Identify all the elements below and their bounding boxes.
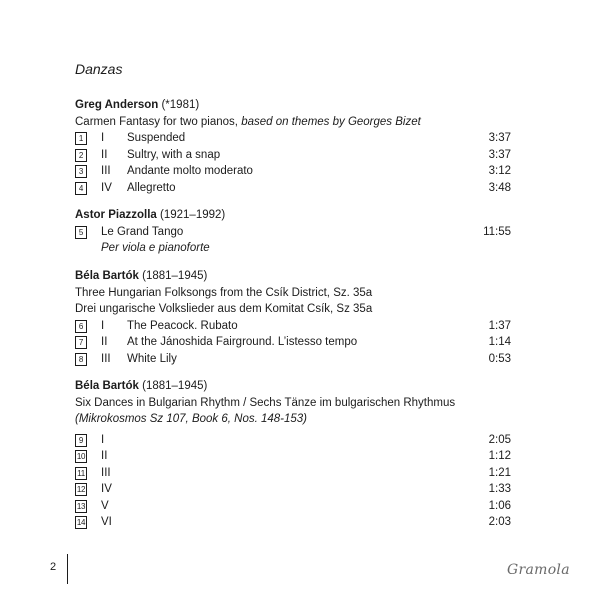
track-row (75, 465, 511, 482)
track-title: At the Jánoshida Fairground. L’istesso tempo (127, 336, 358, 348)
track-row (75, 180, 511, 197)
movement-number: II (101, 148, 108, 161)
track-number-box: 12 (76, 485, 86, 494)
track-duration: 3:37 (488, 132, 511, 144)
movement-number: I (101, 132, 105, 144)
work-title: Three Hungarian Folksongs from the Csík District, Sz. 35a (75, 286, 373, 299)
track-number-box: 11 (75, 467, 87, 480)
track-row (75, 498, 511, 515)
movement-number: II (101, 336, 108, 348)
movement-number: III (101, 165, 111, 177)
track-row (75, 448, 511, 465)
track-duration: 1:12 (488, 450, 511, 462)
movement-number: III (101, 466, 111, 479)
track-duration: 1:33 (488, 483, 511, 495)
track-duration: 3:37 (488, 148, 511, 161)
track-duration: 2:03 (488, 516, 511, 528)
movement-number: II (101, 450, 108, 462)
composer-dates: (1881–1945) (138, 270, 208, 282)
track-row (75, 224, 511, 241)
track-row (75, 163, 511, 180)
track-number-box: 7 (75, 336, 87, 349)
track-number-box: 13 (76, 501, 86, 511)
work-catalogue: (Mikrokosmos Sz 107, Book 6, Nos. 148-153) (75, 413, 308, 425)
track-title: Sultry, with a snap (127, 148, 221, 161)
track-duration: 2:05 (488, 433, 511, 446)
track-row (75, 351, 511, 368)
track-title: Suspended (127, 132, 186, 144)
track-title: Le Grand Tango (101, 225, 184, 238)
work-title-plain: Carmen Fantasy for two pianos, (75, 115, 242, 128)
track-note: Per viola e pianoforte (101, 242, 210, 254)
movement-number: IV (101, 483, 112, 495)
track-row (75, 130, 511, 147)
track-row (75, 318, 511, 335)
composer-name: Astor Piazzolla (75, 209, 157, 221)
track-duration: 1:06 (488, 499, 511, 512)
track-number-box: 5 (75, 226, 87, 239)
track-row (75, 514, 511, 531)
track-row (75, 334, 511, 351)
track-row (75, 432, 511, 449)
composer-line (75, 97, 511, 114)
footer-divider (67, 554, 68, 584)
movement-number: IV (101, 181, 112, 194)
composer-dates: (1881–1945) (138, 380, 208, 392)
track-duration: 1:14 (488, 336, 511, 348)
section-bartok-bulgarian (75, 378, 511, 531)
track-duration: 1:21 (488, 466, 511, 479)
work-title-italic: based on themes by Georges Bizet (241, 115, 421, 128)
movement-number: I (101, 319, 105, 332)
composer-name: Greg Anderson (75, 99, 159, 111)
track-title: White Lily (127, 352, 177, 365)
track-number-box: 10 (76, 452, 86, 461)
track-number-box: 8 (75, 353, 87, 366)
track-number-box: 2 (75, 149, 87, 162)
section-bartok-folksongs (75, 268, 511, 367)
page-title: Danzas (75, 61, 123, 77)
track-number-box: 1 (75, 132, 87, 145)
page-number: 2 (50, 561, 57, 573)
track-duration: 3:12 (488, 165, 511, 177)
track-row (75, 481, 511, 498)
track-title: The Peacock. Rubato (127, 319, 238, 332)
track-row (75, 147, 511, 164)
composer-dates: (1921–1992) (156, 209, 226, 221)
section-piazzolla (75, 207, 511, 257)
composer-line (75, 268, 511, 285)
composer-line (75, 207, 511, 224)
section-anderson (75, 97, 511, 196)
track-number-box: 6 (75, 320, 87, 333)
track-duration: 11:55 (483, 225, 511, 238)
track-number-box: 14 (76, 518, 86, 527)
work-title: Six Dances in Bulgarian Rhythm / Sechs Tänze im bulgarischen Rhythmus (75, 396, 456, 409)
movement-number: V (101, 499, 109, 512)
track-duration: 3:48 (488, 181, 511, 194)
gramola-logo: Gramola (507, 562, 570, 578)
track-number-box: 9 (75, 434, 87, 447)
track-title: Andante molto moderato (127, 165, 253, 177)
work-title (75, 114, 511, 131)
work-title-german: Drei ungarische Volkslieder aus dem Komitat Csík, Sz 35a (75, 303, 373, 315)
composer-name: Béla Bartók (75, 270, 139, 282)
movement-number: VI (101, 516, 112, 528)
composer-dates: (*1981) (158, 99, 200, 111)
composer-name: Béla Bartók (75, 380, 139, 392)
track-title: Allegretto (127, 181, 176, 194)
track-duration: 1:37 (488, 319, 511, 332)
movement-number: III (101, 352, 111, 365)
movement-number: I (101, 433, 105, 446)
track-number-box: 3 (75, 165, 87, 178)
track-number-box: 4 (75, 182, 87, 195)
composer-line (75, 378, 511, 395)
track-duration: 0:53 (488, 352, 511, 365)
